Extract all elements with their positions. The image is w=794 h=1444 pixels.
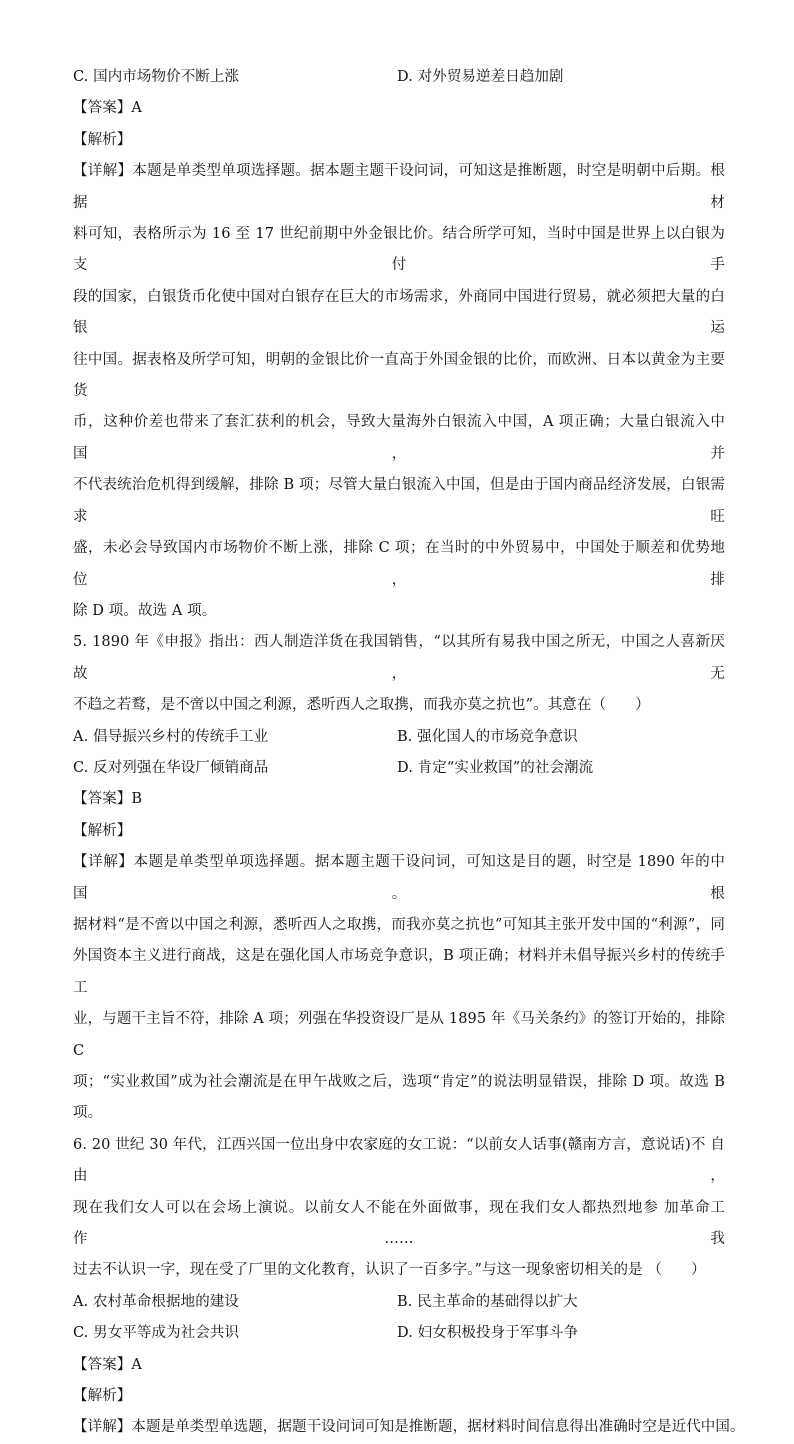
q6-options-row-cd [73, 1318, 725, 1349]
q5-option-d: D. 肯定“实业救国”的社会潮流 [397, 759, 594, 776]
q5-stem-line-2: 不趋之若鹜，是不啻以中国之利源，悉听西人之取携，而我亦莫之抗也”。其意在（ ） [73, 697, 650, 714]
q4-options-row-cd [73, 62, 725, 93]
q5-option-b: B. 强化国人的市场竞争意识 [397, 728, 578, 745]
q6-option-d: D. 妇女积极投身于军事斗争 [397, 1325, 579, 1342]
q4-detail-line-7: 盛，未必会导致国内市场物价不断上涨，排除 C 项；在当时的中外贸易中，中国处于顺差和优势地位，排 [73, 540, 725, 588]
q5-analysis-heading: 【解析】 [73, 822, 132, 839]
q5-option-a: A. 倡导振兴乡村的传统手工业 [73, 728, 269, 745]
q6-detail-line-1: 【详解】本题是单类型单选题，据题干设问词可知是推断题，据材料时间信息得出准确时空是近代中国。 [73, 1419, 745, 1436]
q5-detail-line-6: 项。 [73, 1105, 103, 1122]
q5-stem-line-1: 5. 1890 年《申报》指出：西人制造洋货在我国销售，“以其所有易我中国之所无，中国之人喜新厌故，无 [73, 634, 725, 682]
q5-detail-line-4: 业，与题干主旨不符，排除 A 项；列强在华投资设厂是从 1895 年《马关条约》的签订开始的，排除 C [73, 1011, 725, 1059]
q4-answer: 【答案】A [73, 100, 142, 117]
q6-options-row-ab [73, 1287, 725, 1318]
q6-option-c: C. 男女平等成为社会共识 [73, 1325, 240, 1342]
q4-analysis-heading: 【解析】 [73, 131, 132, 148]
q5-options-row-ab [73, 722, 725, 753]
q6-option-b: B. 民主革命的基础得以扩大 [397, 1293, 578, 1310]
q6-option-a: A. 农村革命根据地的建设 [73, 1293, 239, 1310]
q4-detail-line-8: 除 D 项。故选 A 项。 [73, 602, 217, 619]
q4-detail-line-5: 币，这种价差也带来了套汇获利的机会，导致大量海外白银流入中国，A 项正确；大量白银流入中国，并 [73, 414, 725, 462]
q5-detail-line-5: 项；“实业救国”成为社会潮流是在甲午战败之后，选项“肯定”的说法明显错误，排除 D 项。故选 B [73, 1074, 725, 1090]
q5-detail-line-1: 【详解】本题是单类型单项选择题。据本题主题干设问词，可知这是目的题，时空是 1890 年的中国。根 [73, 854, 725, 902]
q6-stem-line-2: 现在我们女人可以在会场上演说。以前女人不能在外面做事，现在我们女人都热烈地参 加革命工作……我 [73, 1199, 725, 1248]
q5-option-c: C. 反对列强在华设厂倾销商品 [73, 759, 269, 776]
q6-answer: 【答案】A [73, 1356, 142, 1373]
q6-stem-line-3: 过去不认识一字，现在受了厂里的文化教育，认识了一百多字。”与这一现象密切相关的是 （ ） [73, 1262, 706, 1279]
q4-detail-line-3: 段的国家，白银货币化使中国对白银存在巨大的市场需求，外商同中国进行贸易，就必须把大量的白银运 [73, 288, 725, 337]
q6-analysis-heading: 【解析】 [73, 1388, 132, 1405]
q4-detail-line-6: 不代表统治危机得到缓解，排除 B 项；尽管大量白银流入中国，但是由于国内商品经济发展，白银需求旺 [73, 477, 725, 525]
q4-option-d: D. 对外贸易逆差日趋加剧 [397, 69, 564, 85]
q5-detail-line-3: 外国资本主义进行商战，这是在强化国人市场竞争意识，B 项正确；材料并未倡导振兴乡村的传统手工 [73, 948, 725, 996]
document-content [73, 62, 745, 1444]
q5-detail-line-2: 据材料“是不啻以中国之利源，悉听西人之取携，而我亦莫之抗也”可知其主张开发中国的“利源”，同 [73, 916, 725, 933]
q5-options-row-cd [73, 753, 725, 784]
q4-detail-line-2: 料可知，表格所示为 16 至 17 世纪前期中外金银比价。结合所学可知，当时中国是世界上以白银为支付手 [73, 226, 725, 274]
q6-stem-line-1: 6. 20 世纪 30 年代，江西兴国一位出身中农家庭的女工说：“以前女人话事(赣南方言，意说话)不 自由， [73, 1136, 725, 1185]
q5-answer: 【答案】B [73, 791, 143, 808]
q4-detail-line-1: 【详解】本题是单类型单项选择题。据本题主题干设问词，可知这是推断题，时空是明朝中后期。根据材 [73, 163, 725, 211]
q4-detail-line-4: 往中国。据表格及所学可知，明朝的金银比价一直高于外国金银的比价，而欧洲、日本以黄金为主要货 [73, 351, 725, 400]
q4-option-c: C. 国内市场物价不断上涨 [73, 69, 240, 85]
